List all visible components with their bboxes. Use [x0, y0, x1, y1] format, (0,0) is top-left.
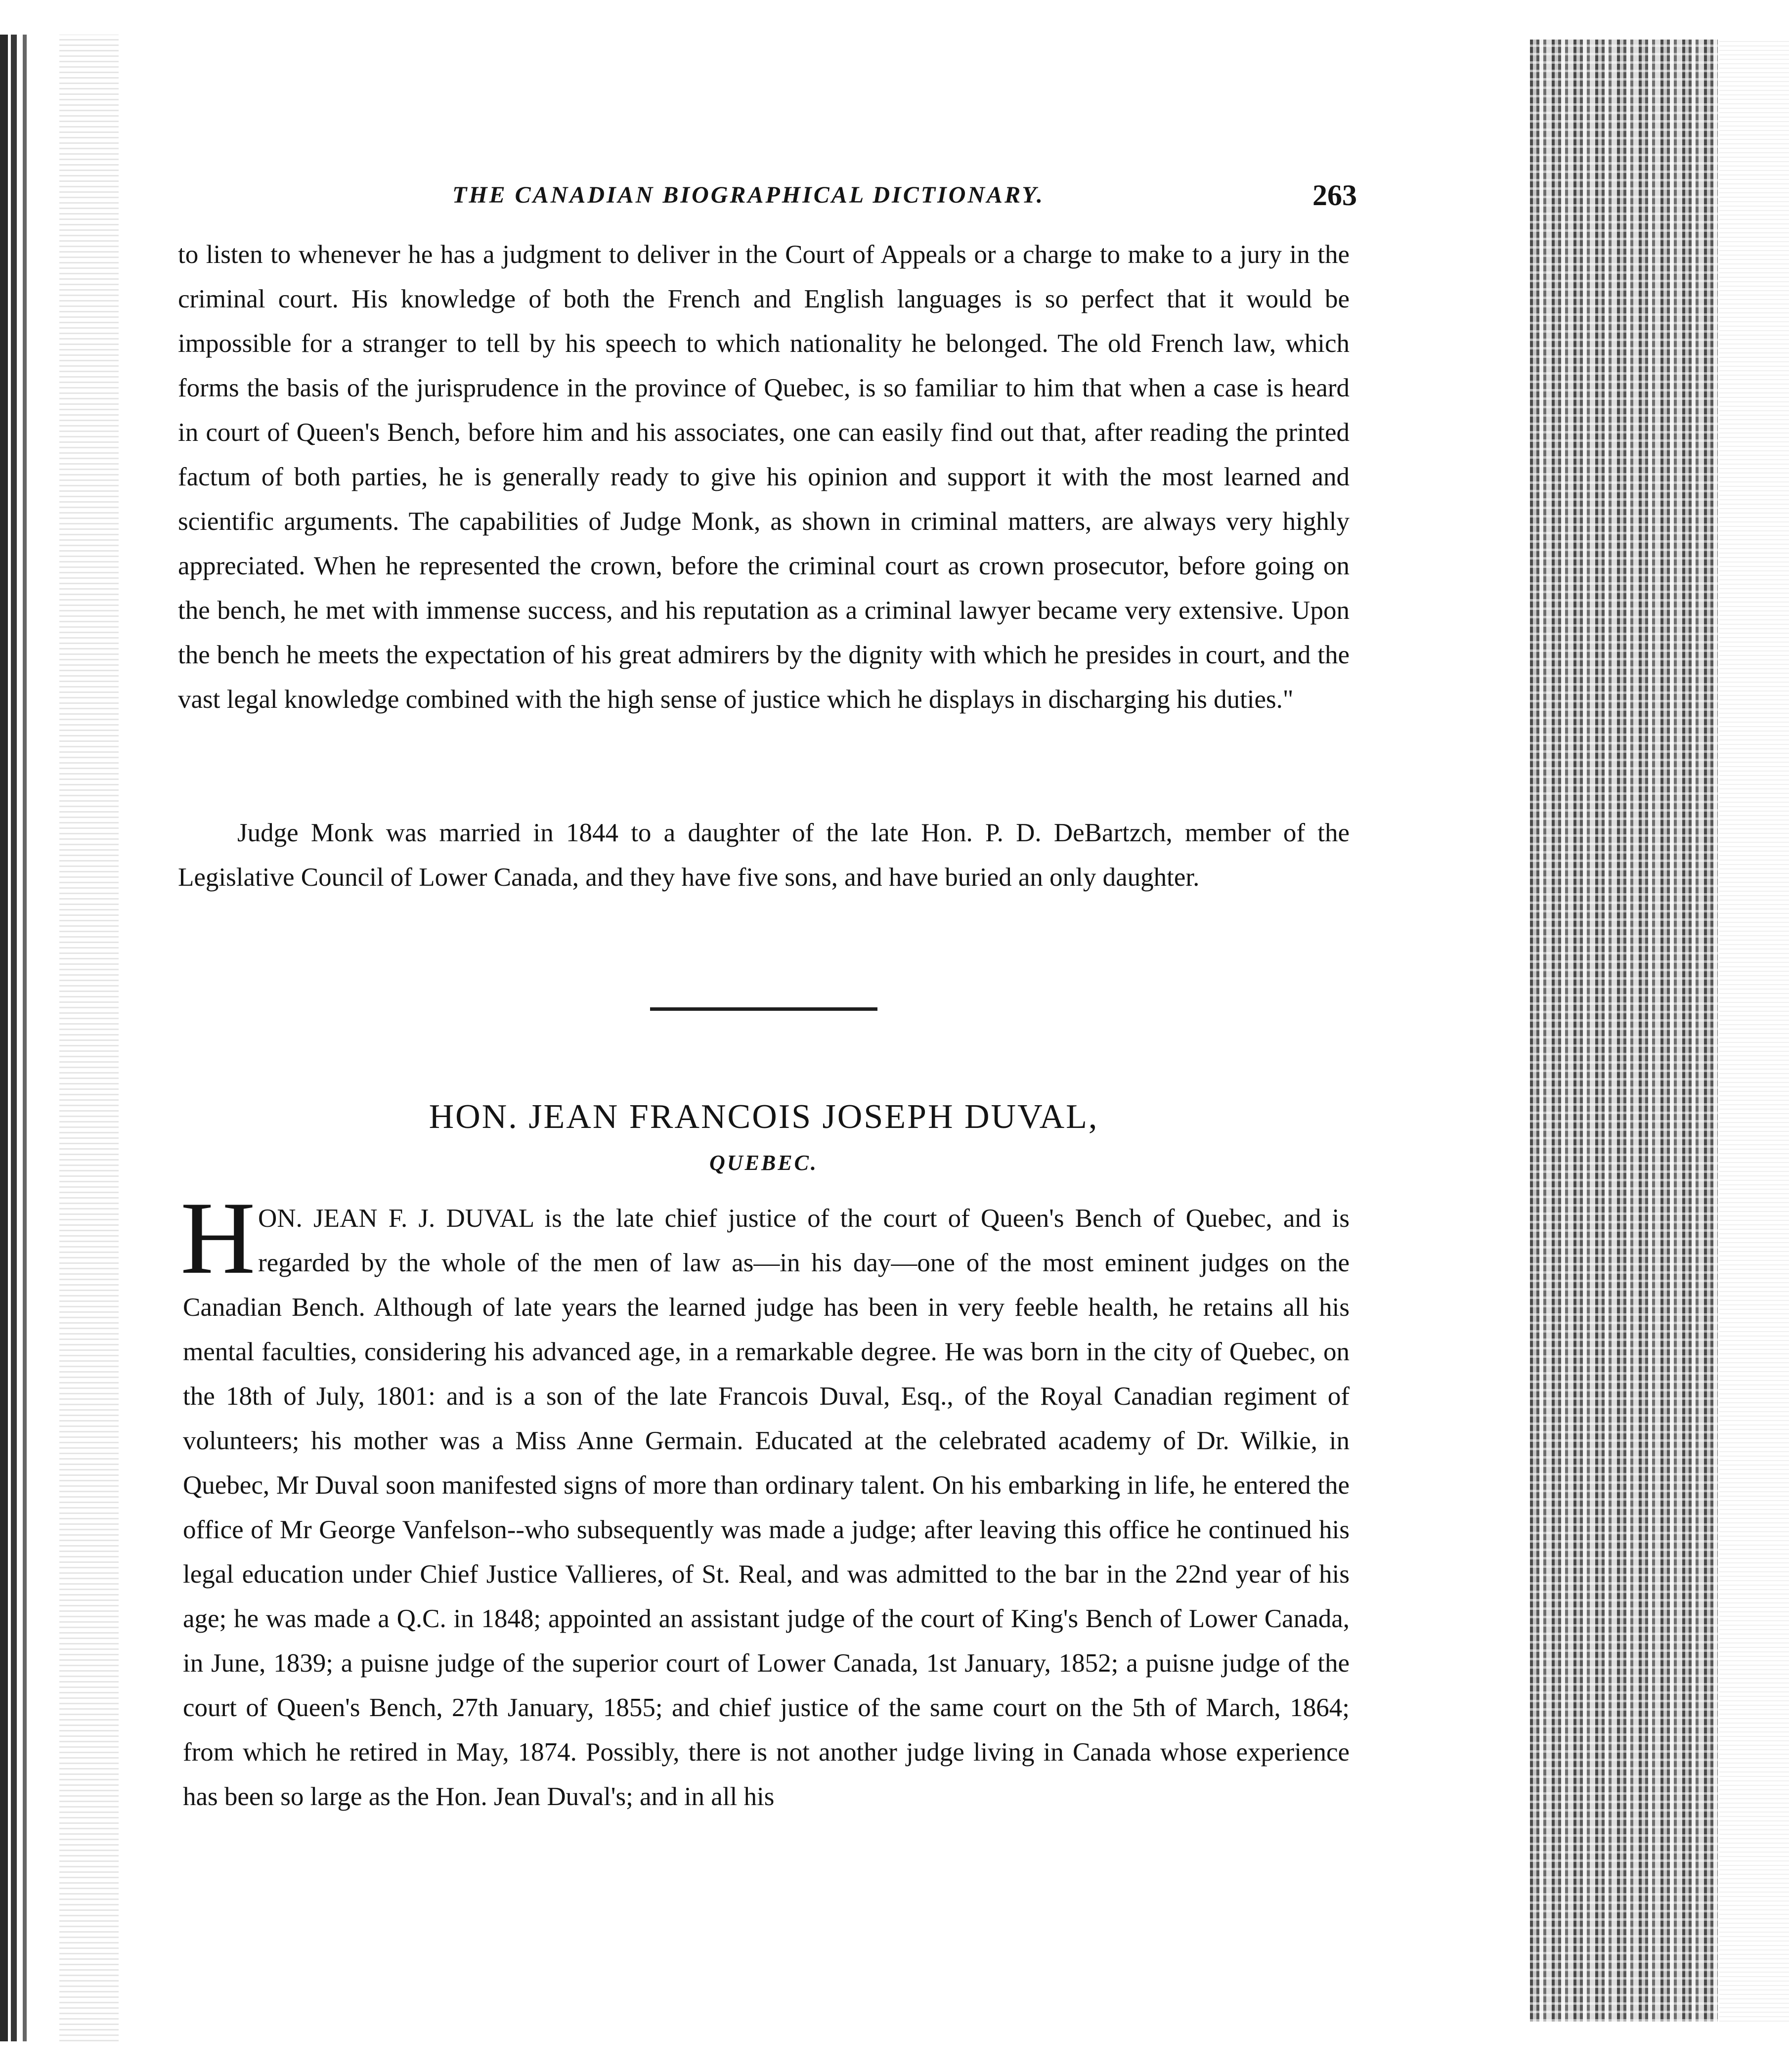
previous-entry-paragraph-1: to listen to whenever he has a judgment to deliver in the Court of Appeals or a charge to make to a jury in the criminal court. His knowledge of both the French and English languages is so perfect that it would be impossible for a stranger to tell by his speech to which nationality he belonged. The old French law, which forms the basis of the jurisprudence in the province of Quebec, is so familiar to him that when a case is heard in court of Queen's Bench, before him and his associates, one can easily find out that, after reading the printed factum of both parties, he is generally ready to give his opinion and support it with the most learned and scientific arguments. The capabilities of Judge Monk, as shown in criminal matters, are always very highly appreciated. When he represented the crown, before the criminal court as crown prosecutor, before going on the bench, he met with immense success, and his reputation as a criminal lawyer became very extensive. Upon the bench he meets the expectation of his great admirers by the dignity with which he presides in court, and the vast legal knowledge combined with the high sense of justice which he displays in discharging his duties.": [178, 240, 1350, 714]
scan-speckle-right: [1719, 40, 1789, 2022]
entry-title: HON. JEAN FRANCOIS JOSEPH DUVAL,: [429, 1098, 1099, 1136]
entry-body: [183, 1196, 1350, 1933]
scan-edge-right: [1530, 40, 1718, 2022]
scan-speckle-left: [59, 35, 119, 2041]
running-header: THE CANADIAN BIOGRAPHICAL DICTIONARY.: [452, 182, 1045, 208]
drop-cap-spacer: [183, 1196, 258, 1270]
section-divider: [650, 1007, 877, 1011]
drop-cap: H: [180, 1181, 256, 1295]
entry-body-text: ON. JEAN F. J. DUVAL is the late chief justice of the court of Queen's Bench of Quebec, and is regarded by the whole of the men of law as—in his day—one of the most eminent judges on the Canadian Bench. Although of late years the learned judge has been in very feeble health, he retains all his mental faculties, considering his advanced age, in a remarkable degree. He was born in the city of Quebec, on the 18th of July, 1801: and is a son of the late Francois Duval, Esq., of the Royal Canadian regiment of volunteers; his mother was a Miss Anne Germain. Educated at the celebrated academy of Dr. Wilkie, in Quebec, Mr Duval soon manifested signs of more than ordinary talent. On his embarking in life, he entered the office of Mr George Vanfelson--who subsequently was made a judge; after leaving this office he continued his legal education under Chief Justice Vallieres, of St. Real, and was admitted to the bar in the 22nd year of his age; he was made a Q.C. in 1848; appointed an assistant judge of the court of King's Bench of Lower Canada, in June, 1839; a puisne judge of the superior court of Lower Canada, 1st January, 1852; a puisne judge of the court of Queen's Bench, 27th January, 1855; and chief justice of the same court on the 5th of March, 1864; from which he retired in May, 1874. Possibly, there is not another judge living in Canada whose experience has been so large as the Hon. Jean Duval's; and in all his: [183, 1204, 1350, 1811]
scan-edge-left: [0, 35, 39, 2041]
entry-location: QUEBEC.: [709, 1151, 818, 1175]
page-number: 263: [1312, 179, 1357, 212]
previous-entry-paragraph-2: Judge Monk was married in 1844 to a daughter of the late Hon. P. D. DeBartzch, member of the Legislative Council of Lower Canada, and they have five sons, and have buried an only daughter.: [178, 819, 1350, 892]
